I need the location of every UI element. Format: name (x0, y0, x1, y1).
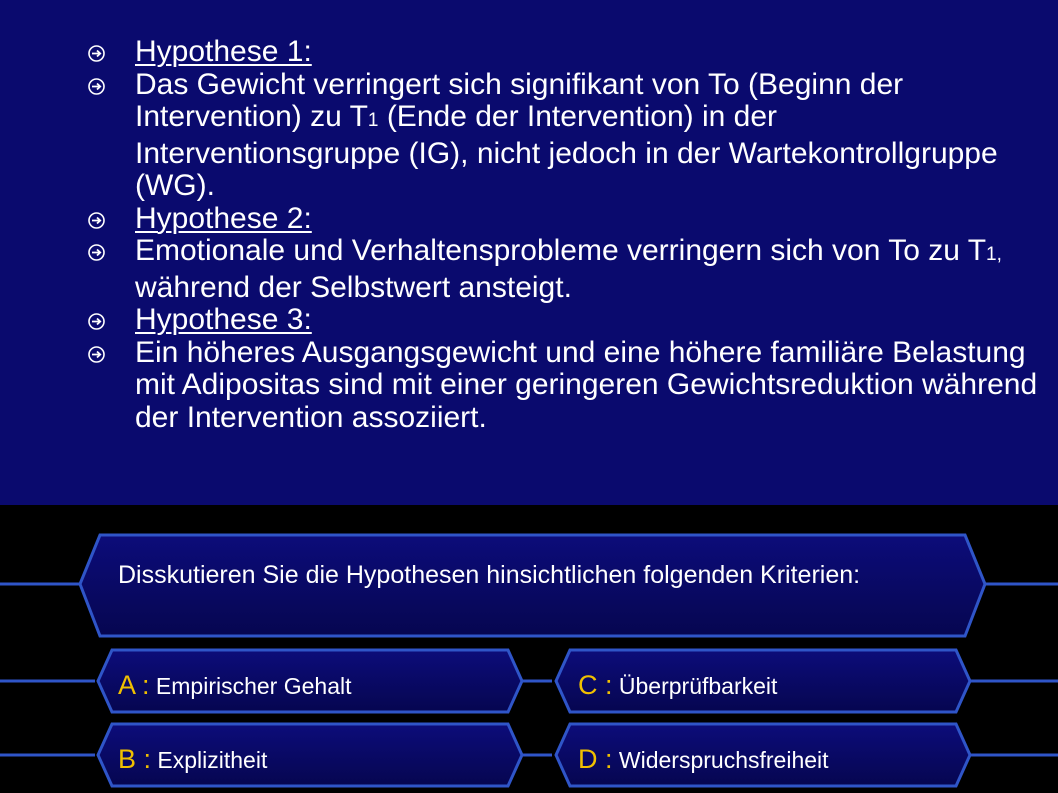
answer-d[interactable] (578, 744, 829, 775)
arrow-bullet-icon (88, 78, 105, 95)
hypothesis-2-text: Emotionale und Verhaltensprobleme verringern sich von To zu T1, während der Selbstwert ansteigt. (88, 235, 1048, 304)
arrow-bullet-icon (88, 244, 105, 261)
answer-b-letter: B : (118, 744, 152, 774)
answer-a[interactable] (118, 670, 352, 701)
hypothesis-2-heading: Hypothese 2: (88, 203, 1048, 236)
answer-b-value: Explizitheit (157, 747, 268, 773)
quiz-area (0, 505, 1058, 793)
arrow-bullet-icon (88, 45, 105, 62)
answer-c-letter: C : (578, 670, 613, 700)
hypotheses-list (88, 36, 1048, 434)
answer-b[interactable] (118, 744, 267, 775)
arrow-bullet-icon (88, 313, 105, 330)
arrow-bullet-icon (88, 212, 105, 229)
answer-a-value: Empirischer Gehalt (155, 673, 352, 699)
hypothesis-1-heading: Hypothese 1: (88, 36, 1048, 69)
answer-a-letter: A : (118, 670, 150, 700)
answer-d-value: Widerspruchsfreiheit (618, 747, 829, 773)
arrow-bullet-icon (88, 346, 105, 363)
question-text: Disskutieren Sie die Hypothesen hinsichtlichen folgenden Kriterien: (118, 561, 861, 589)
answer-c[interactable] (578, 670, 777, 701)
hypothesis-3-text: Ein höheres Ausgangsgewicht und eine höhere familiäre Belastung mit Adipositas sind mit einer geringeren Gewichtsreduktion während der Intervention assoziiert. (88, 337, 1048, 435)
hypothesis-3-heading: Hypothese 3: (88, 304, 1048, 337)
answer-d-letter: D : (578, 744, 613, 774)
hypothesis-1-text: Das Gewicht verringert sich signifikant von To (Beginn der Intervention) zu T1 (Ende der Intervention) in der Interventionsgruppe (IG), nicht jedoch in der Wartekontrollgruppe (WG). (88, 69, 1048, 203)
answer-c-value: Überprüfbarkeit (618, 673, 778, 699)
